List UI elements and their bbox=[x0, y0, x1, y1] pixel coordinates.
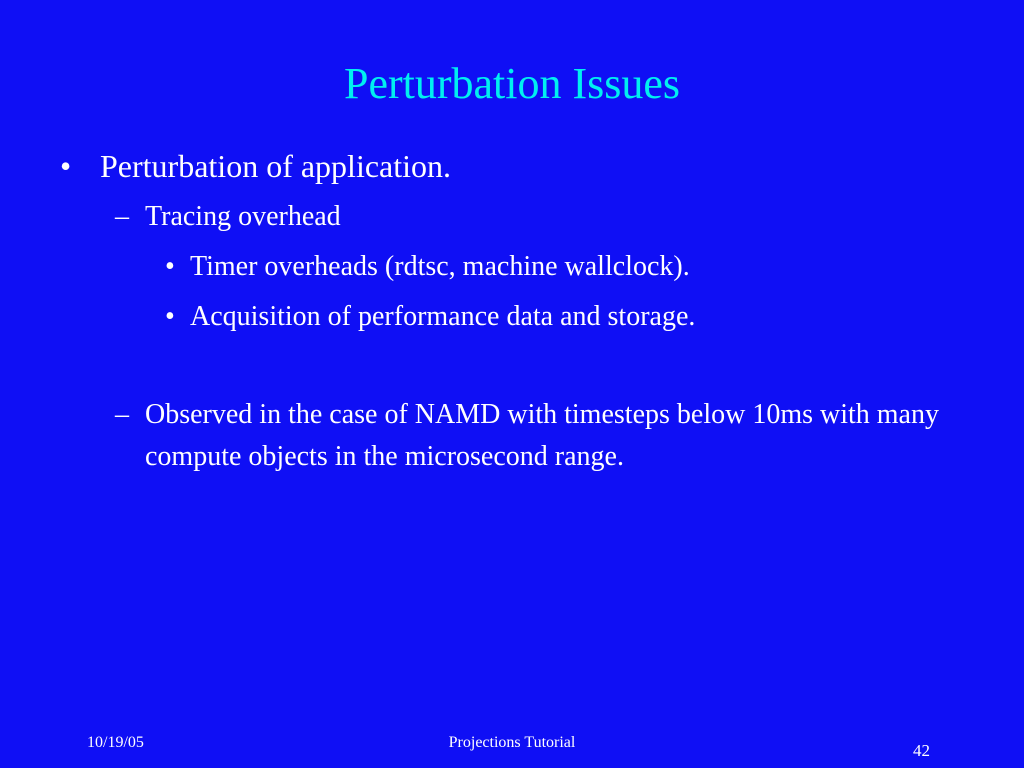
bullet-text: Observed in the case of NAMD with timesteps below 10ms with many compute objects in the microsecond range. bbox=[145, 399, 939, 472]
dash-marker-icon: – bbox=[115, 201, 129, 232]
bullet-dot-icon: • bbox=[165, 301, 175, 332]
footer-date: 10/19/05 bbox=[87, 734, 144, 751]
page-number: 42 bbox=[913, 741, 930, 760]
bullet-text: Perturbation of application. bbox=[100, 148, 452, 184]
bullet-dot-icon: • bbox=[60, 148, 72, 184]
bullet-dot-icon: • bbox=[165, 251, 175, 282]
slide-title: Perturbation Issues bbox=[343, 59, 681, 108]
footer-title: Projections Tutorial bbox=[448, 734, 576, 751]
bullet-text: Timer overheads (rdtsc, machine wallclock). bbox=[190, 251, 690, 282]
bullet-text: Acquisition of performance data and storage. bbox=[190, 301, 696, 332]
dash-marker-icon: – bbox=[115, 399, 129, 430]
bullet-text: Tracing overhead bbox=[145, 201, 341, 232]
